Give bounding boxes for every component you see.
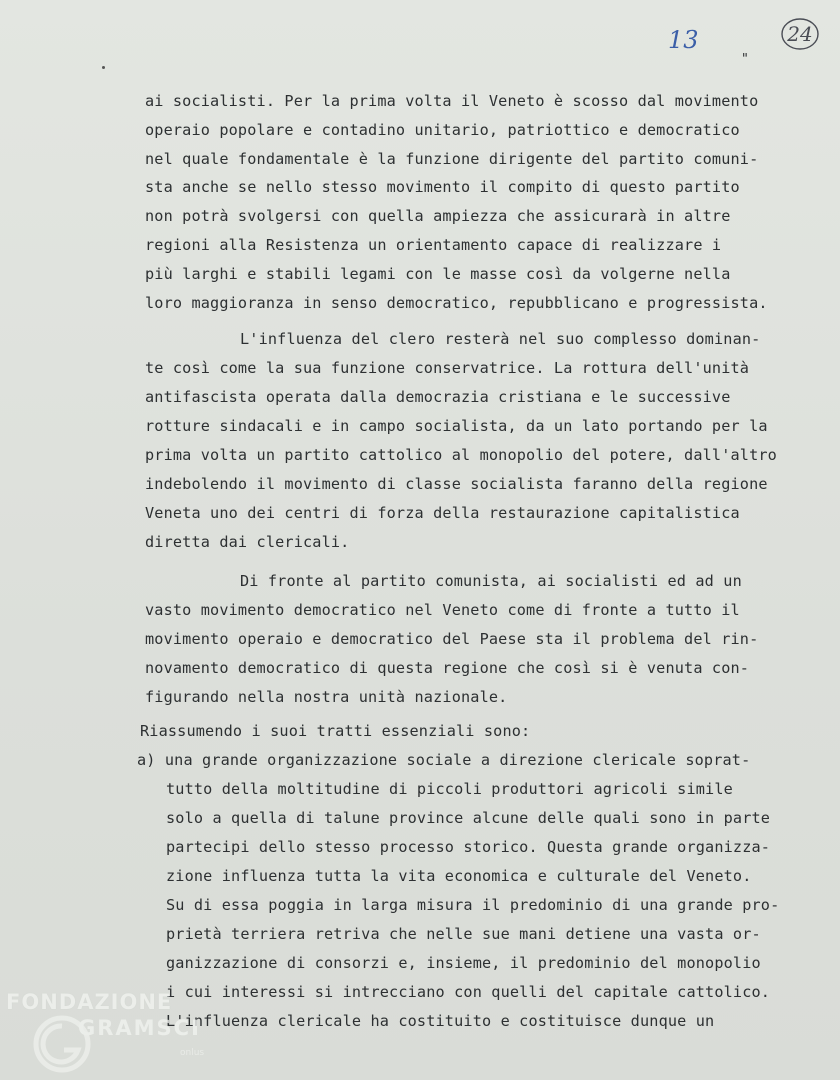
text-line: ai socialisti. Per la prima volta il Veneto è scosso dal movimento [145,92,759,110]
text-line: tutto della moltitudine di piccoli produttori agricoli simile [166,780,733,798]
watermark-subtitle: GRAMSCI [78,1016,201,1040]
text-line: più larghi e stabili legami con le masse così da volgerne nella [145,265,731,283]
text-line: Di fronte al partito comunista, ai socialisti ed ad un [240,572,742,590]
text-line: i cui interessi si intrecciano con quelli del capitale cattolico. [166,983,771,1001]
text-line: novamento democratico di questa regione che così si è venuta con- [145,659,750,677]
paper-speck [102,66,105,69]
text-line: a) una grande organizzazione sociale a direzione clericale soprat- [137,751,751,769]
text-line: diretta dai clericali. [145,533,350,551]
fondazione-gramsci-watermark [2,984,232,1080]
text-line: Riassumendo i suoi tratti essenziali sono: [140,722,531,740]
corner-mark: " [741,52,749,67]
text-line: prima volta un partito cattolico al monopolio del potere, dall'altro [145,446,777,464]
text-line: antifascista operata dalla democrazia cristiana e le successive [145,388,731,406]
text-line: non potrà svolgersi con quella ampiezza che assicurarà in altre [145,207,731,225]
text-line: zione influenza tutta la vita economica e culturale del Veneto. [166,867,752,885]
text-line: Su di essa poggia in larga misura il predominio di una grande pro- [166,896,780,914]
watermark-suffix: onlus [180,1048,205,1058]
text-line: sta anche se nello stesso movimento il compito di questo partito [145,178,740,196]
text-line: Veneta uno dei centri di forza della restaurazione capitalistica [145,504,740,522]
text-line: operaio popolare e contadino unitario, patriottico e democratico [145,121,740,139]
archive-number: 13 [668,26,699,54]
page-number-label: 24 [787,22,813,46]
text-line: vasto movimento democratico nel Veneto come di fronte a tutto il [145,601,740,619]
text-line: ganizzazione di consorzi e, insieme, il predominio del monopolio [166,954,761,972]
text-line: solo a quella di talune province alcune delle quali sono in parte [166,809,771,827]
watermark-title: FONDAZIONE [6,990,173,1014]
text-line: regioni alla Resistenza un orientamento capace di realizzare i [145,236,722,254]
page-number [780,16,820,52]
text-line: loro maggioranza in senso democratico, repubblicano e progressista. [145,294,768,312]
text-line: movimento operaio e democratico del Paese sta il problema del rin- [145,630,759,648]
text-line: te così come la sua funzione conservatrice. La rottura dell'unità [145,359,750,377]
text-line: figurando nella nostra unità nazionale. [145,688,508,706]
text-line: partecipi dello stesso processo storico. Questa grande organizza- [166,838,771,856]
text-line: prietà terriera retriva che nelle sue mani detiene una vasta or- [166,925,761,943]
text-line: L'influenza del clero resterà nel suo complesso dominan- [240,330,761,348]
text-line: L'influenza clericale ha costituito e costituisce dunque un [166,1012,715,1030]
text-line: rotture sindacali e in campo socialista, da un lato portando per la [145,417,768,435]
text-line: nel quale fondamentale è la funzione dirigente del partito comuni- [145,150,759,168]
text-line: indebolendo il movimento di classe socialista faranno della regione [145,475,768,493]
